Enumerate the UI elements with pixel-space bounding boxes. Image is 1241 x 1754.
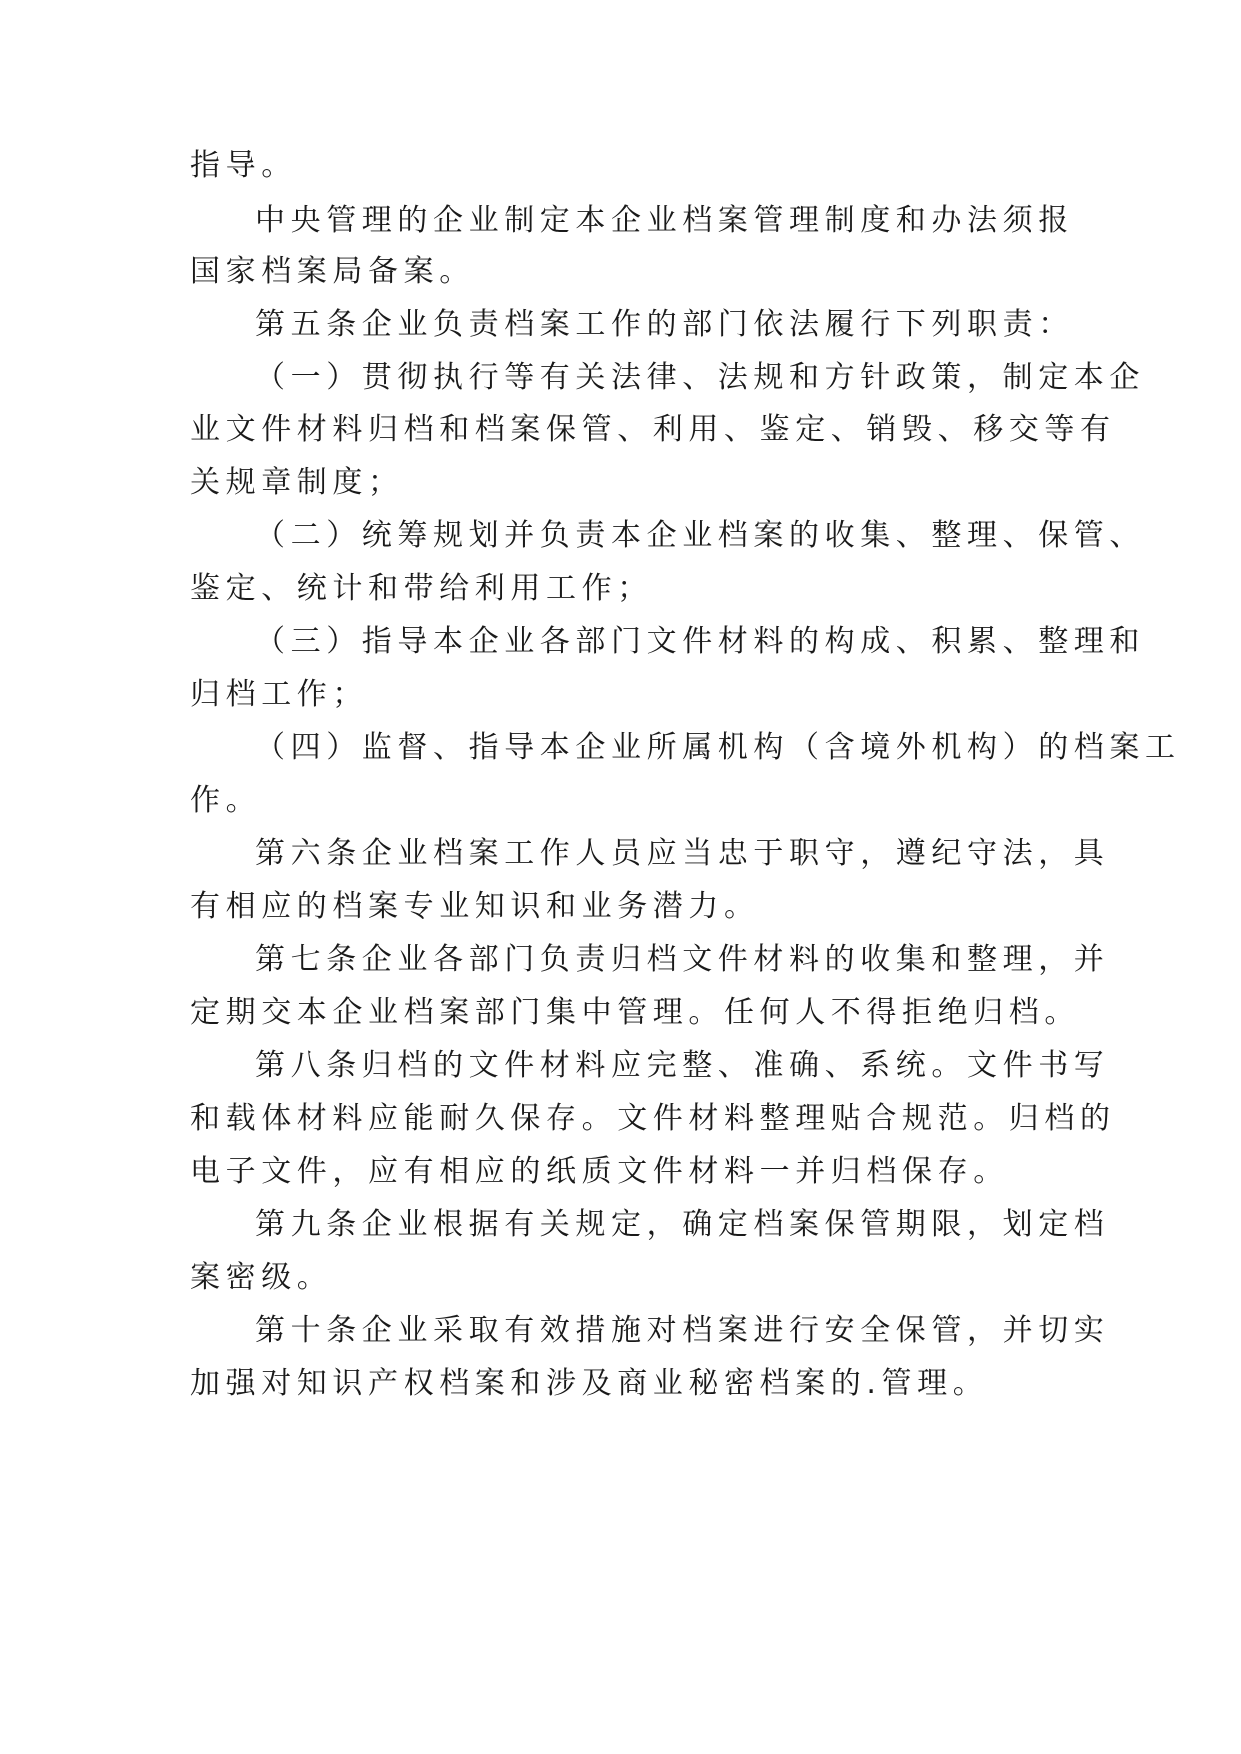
text-line: 业文件材料归档和档案保管、利用、鉴定、销毁、移交等有 <box>190 412 1116 447</box>
text-line: 关规章制度； <box>190 465 404 500</box>
text-line: 第九条企业根据有关规定，确定档案保管期限，划定档 <box>255 1207 1110 1242</box>
text-line: 第十条企业采取有效措施对档案进行安全保管，并切实 <box>255 1313 1110 1348</box>
text-line: 指导。 <box>190 148 297 183</box>
text-line: （二）统筹规划并负责本企业档案的收集、整理、保管、 <box>255 518 1145 553</box>
text-line: 有相应的档案专业知识和业务潜力。 <box>190 889 760 924</box>
text-line: 鉴定、统计和带给利用工作； <box>190 571 653 606</box>
text-line: （三）指导本企业各部门文件材料的构成、积累、整理和 <box>255 624 1145 659</box>
text-line: 国家档案局备案。 <box>190 254 475 289</box>
text-line: 第七条企业各部门负责归档文件材料的收集和整理，并 <box>255 942 1110 977</box>
text-line: 中央管理的企业制定本企业档案管理制度和办法须报 <box>255 203 1074 238</box>
text-line: 第六条企业档案工作人员应当忠于职守，遵纪守法，具 <box>255 836 1110 871</box>
text-line: 归档工作； <box>190 677 368 712</box>
text-line: 案密级。 <box>190 1260 333 1295</box>
text-line: 作。 <box>190 783 262 818</box>
text-line: （四）监督、指导本企业所属机构（含境外机构）的档案工 <box>255 730 1181 765</box>
text-line: 定期交本企业档案部门集中管理。任何人不得拒绝归档。 <box>190 995 1080 1030</box>
text-line: （一）贯彻执行等有关法律、法规和方针政策，制定本企 <box>255 360 1145 395</box>
text-line: 第八条归档的文件材料应完整、准确、系统。文件书写 <box>255 1048 1110 1083</box>
text-line: 加强对知识产权档案和涉及商业秘密档案的.管理。 <box>190 1366 989 1401</box>
text-line: 第五条企业负责档案工作的部门依法履行下列职责： <box>255 307 1074 342</box>
text-line: 电子文件，应有相应的纸质文件材料一并归档保存。 <box>190 1154 1009 1189</box>
text-line: 和载体材料应能耐久保存。文件材料整理贴合规范。归档的 <box>190 1101 1116 1136</box>
